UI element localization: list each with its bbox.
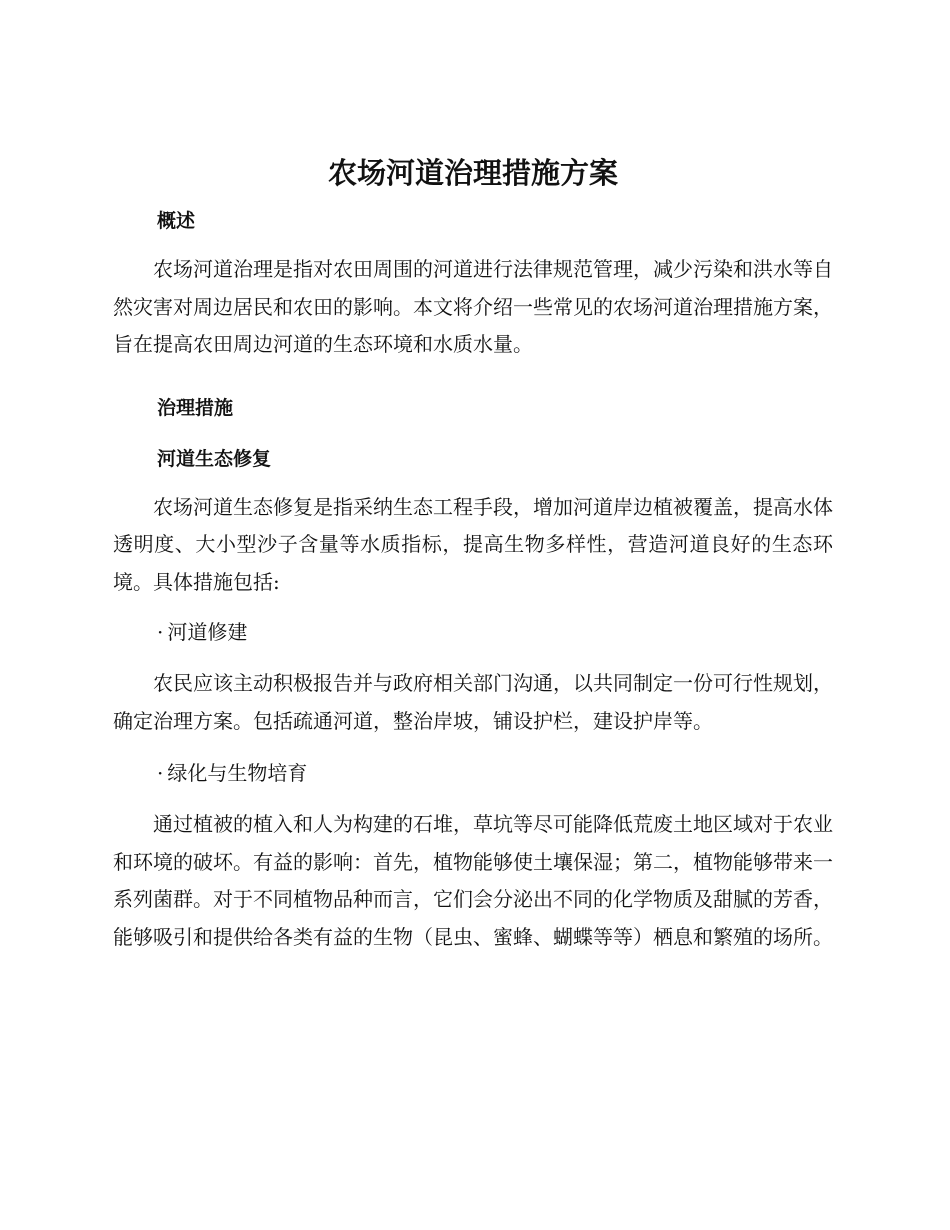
heading-eco-restoration: 河道生态修复 (157, 447, 272, 470)
heading-measures: 治理措施 (157, 396, 234, 419)
bullet-river-construction (113, 617, 833, 647)
heading-overview: 概述 (157, 210, 196, 232)
bullet-label-greening: 绿化与生物培育 (167, 761, 308, 785)
document-title: 农场河道治理措施方案 (327, 156, 618, 190)
paragraph-overview: 农场河道治理是指对农田周围的河道进行法律规范管理，减少污染和洪水等自然灾害对周边居民和农田的影响。本文将介绍一些常见的农场河道治理措施方案，旨在提高农田周边河道的生态环境和水质水量。 (113, 257, 833, 356)
paragraph-eco-restoration: 农场河道生态修复是指采纳生态工程手段，增加河道岸边植被覆盖，提高水体透明度、大小型沙子含量等水质指标，提高生物多样性，营造河道良好的生态环境。具体措施包括: (113, 494, 833, 594)
bullet-dot: · (157, 761, 164, 785)
document-body (113, 148, 833, 956)
bullet-label-construction: 河道修建 (167, 620, 248, 644)
bullet-greening (113, 758, 833, 788)
bullet-dot: · (157, 620, 164, 644)
paragraph-greening: 通过植被的植入和人为构建的石堆，草坑等尽可能降低荒废土地区域对于农业和环境的破坏。有益的影响：首先，植物能够使土壤保湿；第二，植物能够带来一系列菌群。对于不同植物品种而言，它们会分泌出不同的化学物质及甜腻的芳香，能够吸引和提供给各类有益的生物（昆虫、蜜蜂、蝴蝶等等）栖息和繁殖的场所。 (113, 812, 833, 949)
paragraph-river-construction: 农民应该主动积极报告并与政府相关部门沟通，以共同制定一份可行性规划，确定治理方案。包括疏通河道，整治岸坡，铺设护栏，建设护岸等。 (113, 671, 833, 733)
